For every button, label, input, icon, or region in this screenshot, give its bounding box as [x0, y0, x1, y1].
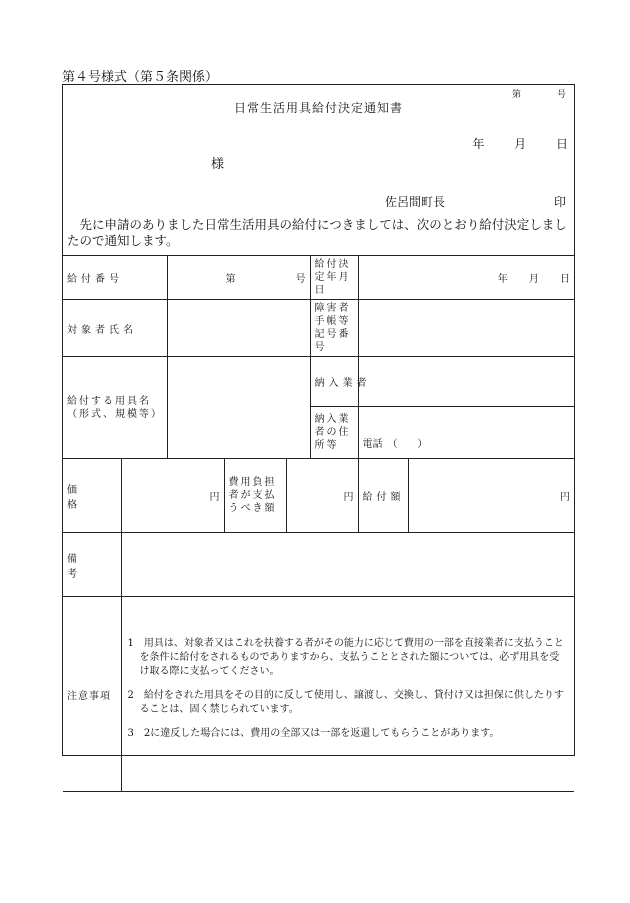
- remarks-value[interactable]: [121, 533, 574, 597]
- note-item: 1 用具は、対象者又はこれを扶養する者がその能力に応じて費用の一部を直接業者に支払うことを条件に給付をされるものでありますから、支払うこととされた額については、必ず用具を受け取る際に支払ってください。: [127, 638, 564, 677]
- item-label: 給付する用具名（形式、規模等）: [63, 357, 167, 459]
- amount-yen[interactable]: 円: [408, 459, 574, 533]
- amount-label: 給付額: [358, 459, 408, 533]
- details-table: [63, 255, 574, 792]
- payment-no-label: 給付番号: [63, 256, 167, 300]
- notes-label: 注意事項: [63, 597, 121, 792]
- notice-form: [62, 84, 575, 756]
- name-label: 対象者氏名: [63, 300, 167, 357]
- seal-mark: 印: [553, 195, 566, 209]
- intro-text: 先に申請のありました日常生活用具の給付につきましては、次のとおり給付決定しましたので通知します。: [67, 217, 567, 248]
- name-value[interactable]: [167, 300, 310, 357]
- note-item: 3 2に違反した場合には、費用の全部又は一部を返還してもらうことがあります。: [127, 728, 500, 739]
- document-number: 第 号: [511, 90, 566, 100]
- supplier-phone[interactable]: 電話 （ ）: [358, 407, 574, 459]
- payment-no-value: 第 号: [167, 256, 310, 300]
- issuer-name: 佐呂間町長: [385, 195, 446, 209]
- form-id: 第４号様式（第５条関係）: [62, 70, 219, 85]
- document-title: 日常生活用具給付決定通知書: [233, 101, 403, 115]
- decision-date-label: 給付決定年月日: [310, 256, 358, 300]
- decision-date-value: 年 月 日: [358, 256, 574, 300]
- issue-date: 年 月 日: [472, 137, 568, 151]
- note-item: 2 給付をされた用具をその目的に反して使用し、譲渡し、交換し、貸付け又は担保に供したりすることは、固く禁じられています。: [127, 690, 564, 715]
- price-yen[interactable]: 円: [121, 459, 224, 533]
- supplier-value[interactable]: [358, 357, 574, 407]
- supplier-address-label: 納入業者の住所等: [310, 407, 358, 459]
- addressee-suffix: 様: [211, 157, 225, 172]
- handbook-label: 障害者手帳等記号番号: [310, 300, 358, 357]
- handbook-value[interactable]: [358, 300, 574, 357]
- item-value[interactable]: [167, 357, 310, 459]
- supplier-label: 納入業者: [310, 357, 358, 407]
- remarks-label: 備 考: [63, 533, 121, 597]
- burden-yen[interactable]: 円: [286, 459, 358, 533]
- price-label: 価 格: [63, 459, 121, 533]
- notes-content: [121, 597, 574, 792]
- burden-label: 費用負担者が支払うべき額: [224, 459, 286, 533]
